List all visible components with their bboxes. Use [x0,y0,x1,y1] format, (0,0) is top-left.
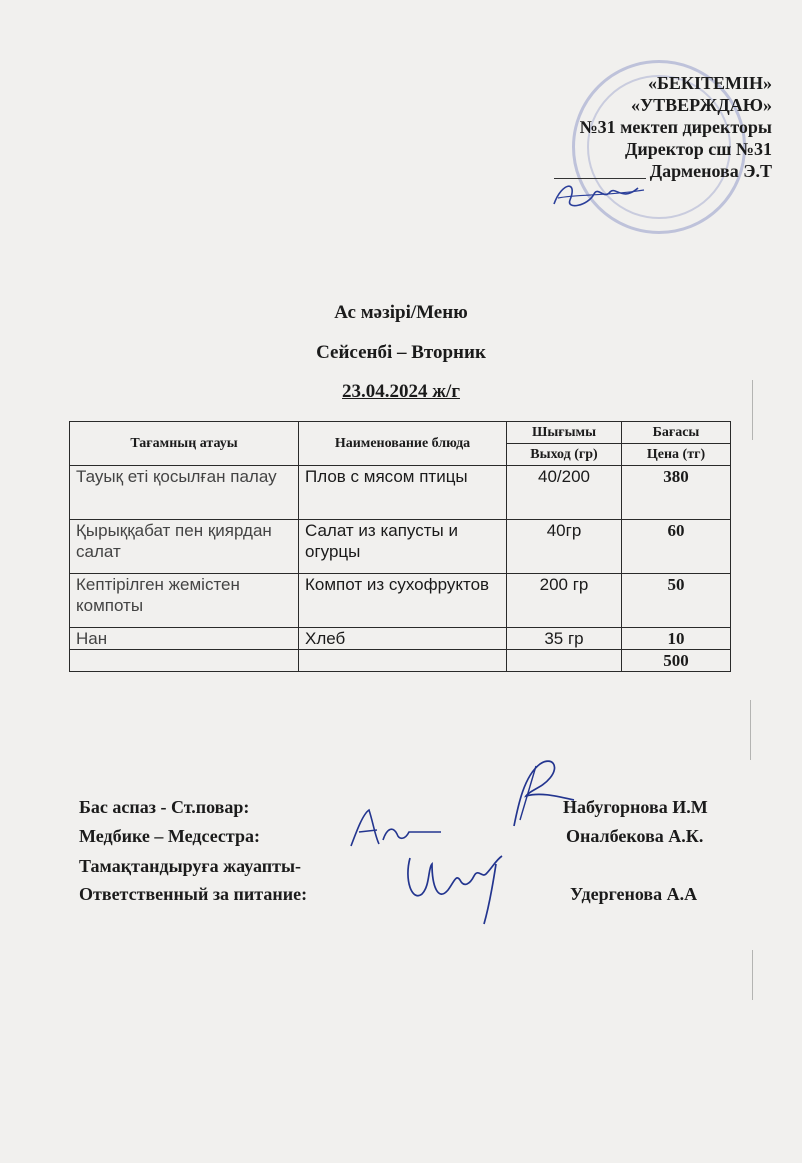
responsible-label-kz: Тамақтандыруға жауапты- [79,856,302,876]
table-row [70,628,731,650]
table-row [70,574,731,628]
approval-line-kz: «БЕКІТЕМІН» [648,73,772,93]
nurse-label: Медбике – Медсестра: [79,826,260,846]
menu-date: 23.04.2024 ж/г [342,381,460,402]
chef-name: Набугорнова И.М [563,797,708,817]
responsible-signature [398,850,514,930]
total-price: 500 [622,650,731,672]
header-price-ru: Цена (тг) [622,444,731,466]
dish-name-ru: Салат из капусты и огурцы [299,520,507,574]
menu-day: Сейсенбі – Вторник [316,342,486,363]
dish-yield: 200 гр [507,574,622,628]
header-yield-ru: Выход (гр) [507,444,622,466]
chef-signature [500,756,580,830]
responsible-label-ru: Ответственный за питание: [79,884,308,904]
dish-name-kz: Кептірілген жемістен компоты [70,574,299,628]
dish-yield: 35 гр [507,628,622,650]
dish-name-ru: Компот из сухофруктов [299,574,507,628]
dish-price: 60 [622,520,731,574]
dish-price: 50 [622,574,731,628]
approval-position-kz: №31 мектеп директоры [579,117,772,137]
empty-cell [299,650,507,672]
approval-line-ru: «УТВЕРЖДАЮ» [630,95,772,115]
dish-name-ru: Хлеб [299,628,507,650]
director-signature [548,176,648,216]
table-total-row [70,650,731,672]
table-row [70,466,731,520]
nurse-signature [345,806,445,852]
dish-price: 380 [622,466,731,520]
menu-table [69,421,731,672]
empty-cell [70,650,299,672]
dish-yield: 40/200 [507,466,622,520]
approval-block [554,72,772,182]
nurse-name: Оналбекова А.К. [566,826,704,846]
director-name: Дарменова Э.Т [649,161,772,181]
paper-fold-line [750,700,751,760]
responsible-name: Удергенова А.А [570,884,698,904]
table-header-row [70,422,731,444]
chef-label: Бас аспаз - Ст.повар: [79,797,250,817]
menu-title: Ас мәзірі/Меню [334,302,468,323]
header-name-kz: Тағамның атауы [70,422,299,466]
dish-yield: 40гр [507,520,622,574]
dish-name-kz: Нан [70,628,299,650]
dish-name-kz: Қырыққабат пен қиярдан салат [70,520,299,574]
paper-fold-line [752,950,753,1000]
approval-position-ru: Директор сш №31 [624,139,772,159]
table-row [70,520,731,574]
header-yield-kz: Шығымы [507,422,622,444]
dish-name-ru: Плов с мясом птицы [299,466,507,520]
empty-cell [507,650,622,672]
dish-name-kz: Тауық еті қосылған палау [70,466,299,520]
header-name-ru: Наименование блюда [299,422,507,466]
dish-price: 10 [622,628,731,650]
header-price-kz: Бағасы [622,422,731,444]
